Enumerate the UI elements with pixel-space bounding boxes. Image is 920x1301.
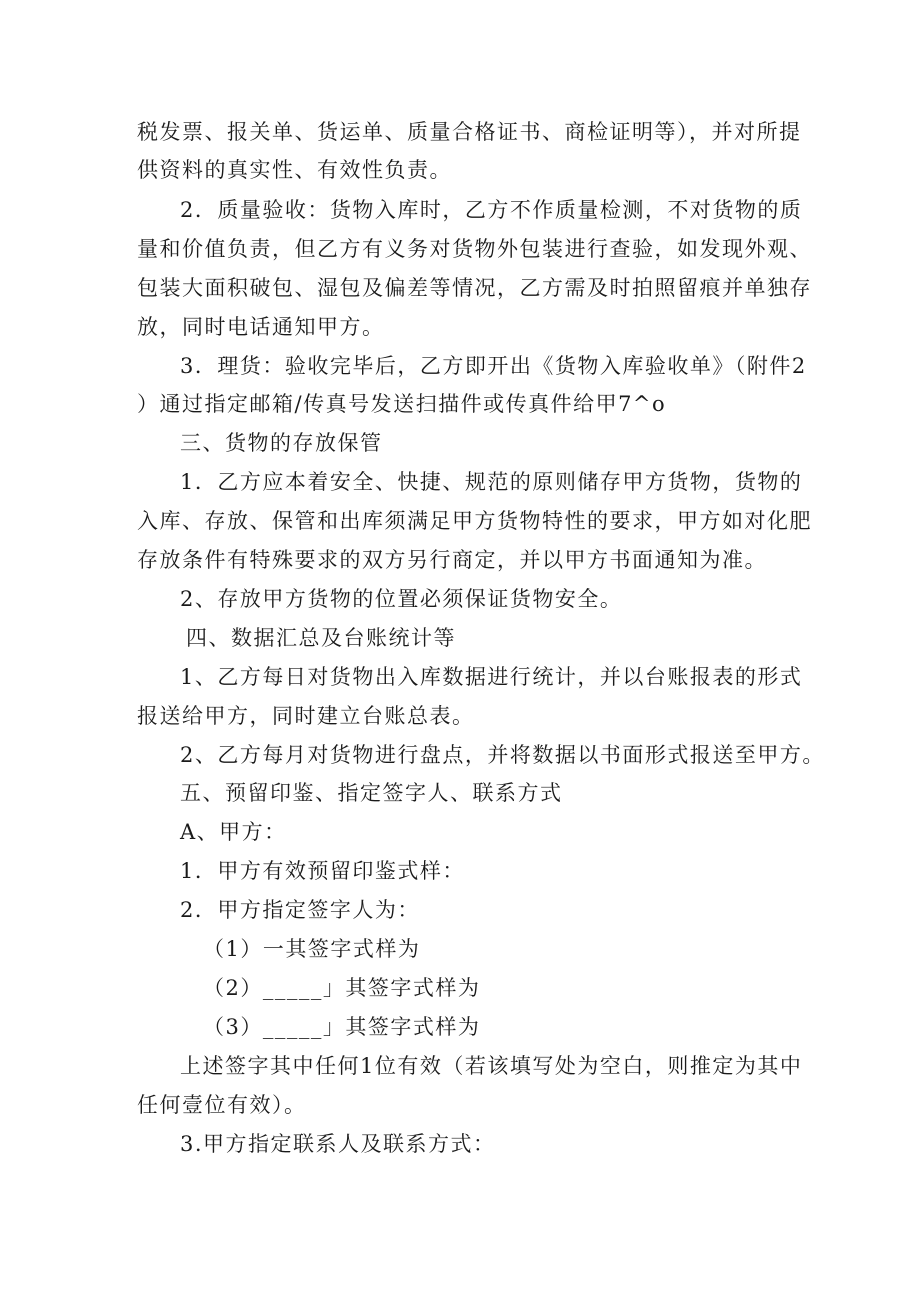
text-line: 3．理货：验收完毕后，乙方即开出《货物入库验收单》（附件2	[180, 354, 807, 378]
text-line: ）通过指定邮箱/传真号发送扫描件或传真件给甲7^o	[137, 392, 667, 416]
section-heading: 四、数据汇总及台账统计等	[186, 626, 456, 650]
text-line: 1．甲方有效预留印鉴式样：	[180, 859, 465, 883]
text-line: 供资料的真实性、有效性负责。	[137, 158, 452, 182]
text-line: 2．甲方指定签字人为：	[180, 898, 420, 922]
text-line: 税发票、报关单、货运单、质量合格证书、商检证明等），并对所提	[137, 120, 802, 144]
text-line: 3.甲方指定联系人及联系方式：	[180, 1132, 496, 1156]
text-line: （2）_____」其签字式样为	[203, 976, 481, 1000]
text-line: 任何壹位有效）。	[137, 1093, 307, 1117]
text-line: A、甲方：	[180, 820, 287, 844]
text-line: 1、乙方每日对货物出入库数据进行统计，并以台账报表的形式	[180, 665, 803, 689]
text-line: 包装大面积破包、湿包及偏差等情况，乙方需及时拍照留痕并单独存	[137, 276, 812, 300]
text-line: 1．乙方应本着安全、快捷、规范的原则储存甲方货物，货物的	[180, 470, 803, 494]
text-line: （3）_____」其签字式样为	[203, 1015, 481, 1039]
text-line: 2．质量验收：货物入库时，乙方不作质量检测，不对货物的质	[180, 198, 803, 222]
section-heading: 五、预留印鉴、指定签字人、联系方式	[180, 781, 563, 805]
text-line: 量和价值负责，但乙方有义务对货物外包装进行查验，如发现外观、	[137, 237, 812, 261]
text-line: 2、乙方每月对货物进行盘点，并将数据以书面形式报送至甲方。	[180, 743, 825, 767]
section-heading: 三、货物的存放保管	[180, 431, 383, 455]
text-line: 放，同时电话通知甲方。	[137, 315, 385, 339]
text-line: 报送给甲方，同时建立台账总表。	[137, 704, 475, 728]
text-line: 2、存放甲方货物的位置必须保证货物安全。	[180, 587, 623, 611]
text-line: （1）一其签字式样为	[203, 937, 421, 961]
text-line: 上述签字其中任何1位有效（若该填写处为空白，则推定为其中	[180, 1054, 803, 1078]
text-line: 存放条件有特殊要求的双方另行商定，并以甲方书面通知为准。	[137, 548, 767, 572]
text-line: 入库、存放、保管和出库须满足甲方货物特性的要求，甲方如对化肥	[137, 509, 812, 533]
